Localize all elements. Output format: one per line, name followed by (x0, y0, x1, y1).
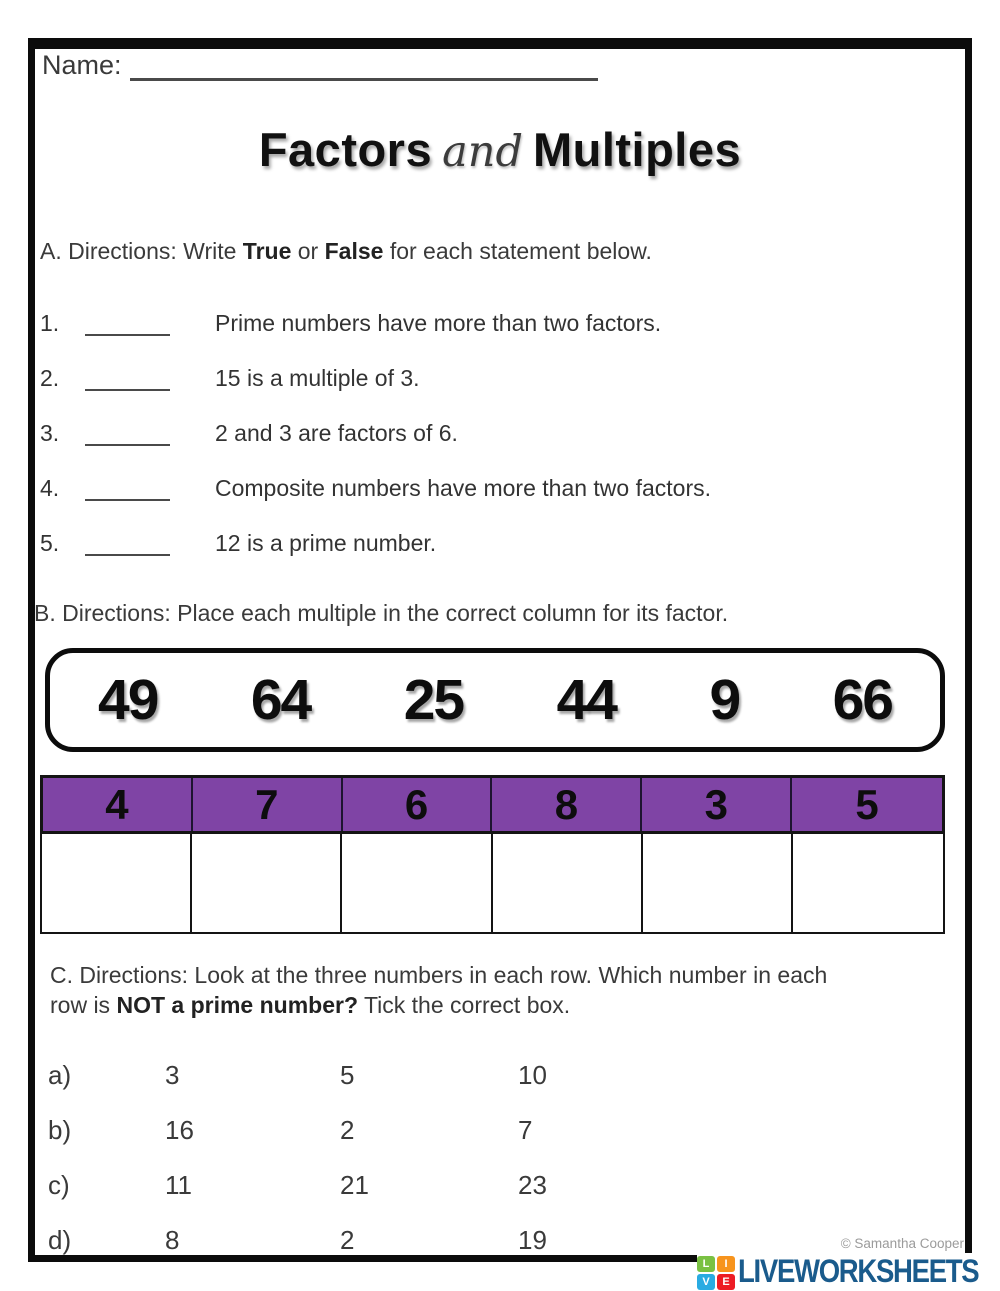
factor-table-header (40, 775, 945, 834)
liveworksheets-logo-icon (697, 1256, 735, 1290)
factor-answer-cell[interactable] (42, 834, 192, 932)
true-false-item (40, 420, 711, 446)
statement-text: 15 is a multiple of 3. (215, 365, 420, 391)
title-word-factors: Factors (258, 123, 433, 176)
row-label: d) (48, 1225, 72, 1255)
title-connector-and: and (442, 127, 523, 177)
section-c-directions (50, 960, 827, 1020)
number-option[interactable]: 16 (165, 1115, 194, 1145)
factor-header-cell: 5 (792, 778, 942, 831)
factor-answer-cell[interactable] (342, 834, 492, 932)
number-option[interactable]: 3 (165, 1060, 180, 1090)
liveworksheets-logo-text: LIVEWORKSHEETS (738, 1253, 979, 1289)
answer-blank[interactable] (85, 422, 170, 446)
number-option[interactable]: 19 (518, 1225, 547, 1255)
multiple-number[interactable]: 25 (403, 668, 464, 732)
prime-check-row (48, 1062, 547, 1088)
factor-table-body (40, 834, 945, 934)
directions-text: A. Directions: Write (40, 238, 243, 264)
prime-check-row (48, 1227, 547, 1253)
multiple-number[interactable]: 44 (556, 668, 616, 732)
directions-text: row is (50, 992, 117, 1018)
true-false-item (40, 530, 711, 556)
item-number: 5. (40, 530, 60, 556)
multiple-number[interactable]: 64 (250, 668, 311, 732)
factor-header-cell: 6 (343, 778, 493, 831)
factor-answer-cell[interactable] (493, 834, 643, 932)
logo-tile-v: V (697, 1274, 715, 1290)
multiple-number[interactable]: 9 (709, 668, 740, 732)
directions-line-2 (50, 990, 827, 1020)
number-option[interactable]: 2 (340, 1115, 355, 1145)
true-false-list (40, 310, 711, 556)
directions-text: for each statement below. (383, 238, 652, 264)
number-option[interactable]: 23 (518, 1170, 547, 1200)
worksheet-title (0, 122, 1000, 177)
answer-blank[interactable] (85, 312, 170, 336)
title-word-multiples: Multiples (532, 123, 742, 176)
prime-check-list (48, 1062, 547, 1253)
statement-text: Prime numbers have more than two factors. (215, 310, 662, 336)
number-option[interactable]: 10 (518, 1060, 547, 1090)
factor-answer-cell[interactable] (793, 834, 943, 932)
answer-blank[interactable] (85, 477, 170, 501)
true-false-item (40, 475, 711, 501)
factor-header-cell: 7 (193, 778, 343, 831)
number-option[interactable]: 7 (518, 1115, 533, 1145)
row-label: b) (48, 1115, 72, 1145)
statement-text: Composite numbers have more than two factors. (215, 475, 712, 501)
item-number: 2. (40, 365, 60, 391)
number-option[interactable]: 2 (340, 1225, 355, 1255)
factor-table (40, 775, 945, 934)
section-b-directions: B. Directions: Place each multiple in the correct column for its factor. (34, 600, 729, 626)
directions-text: Tick the correct box. (358, 992, 571, 1018)
copyright-text: © Samantha Cooper (840, 1236, 964, 1251)
logo-tile-e: E (717, 1274, 735, 1290)
row-label: a) (48, 1060, 72, 1090)
factor-header-cell: 4 (43, 778, 193, 831)
name-blank-line[interactable] (130, 51, 598, 81)
multiple-number[interactable]: 49 (98, 668, 158, 732)
multiple-number[interactable]: 66 (832, 668, 892, 732)
name-row (42, 50, 598, 81)
statement-text: 2 and 3 are factors of 6. (215, 420, 458, 446)
directions-bold-true: True (242, 238, 292, 264)
directions-bold-false: False (324, 238, 384, 264)
factor-header-cell: 8 (492, 778, 642, 831)
statement-text: 12 is a prime number. (215, 530, 437, 556)
multiples-bank (45, 648, 945, 752)
directions-bold-not-prime: NOT a prime number? (116, 992, 358, 1018)
number-option[interactable]: 11 (165, 1170, 192, 1200)
section-a-directions (40, 238, 652, 265)
answer-blank[interactable] (85, 367, 170, 391)
number-option[interactable]: 5 (340, 1060, 355, 1090)
prime-check-row (48, 1172, 547, 1198)
factor-header-cell: 3 (642, 778, 792, 831)
directions-text: or (291, 238, 325, 264)
factor-answer-cell[interactable] (643, 834, 793, 932)
logo-tile-i: I (717, 1256, 735, 1272)
answer-blank[interactable] (85, 532, 170, 556)
factor-answer-cell[interactable] (192, 834, 342, 932)
logo-tile-l: L (697, 1256, 715, 1272)
item-number: 4. (40, 475, 60, 501)
directions-line-1: C. Directions: Look at the three numbers in each row. Which number in each (50, 962, 828, 988)
number-option[interactable]: 8 (165, 1225, 180, 1255)
item-number: 1. (40, 310, 60, 336)
name-label: Name: (42, 50, 122, 80)
row-label: c) (48, 1170, 70, 1200)
true-false-item (40, 365, 711, 391)
true-false-item (40, 310, 711, 336)
item-number: 3. (40, 420, 60, 446)
prime-check-row (48, 1117, 547, 1143)
number-option[interactable]: 21 (340, 1170, 369, 1200)
liveworksheets-logo (697, 1253, 1000, 1290)
